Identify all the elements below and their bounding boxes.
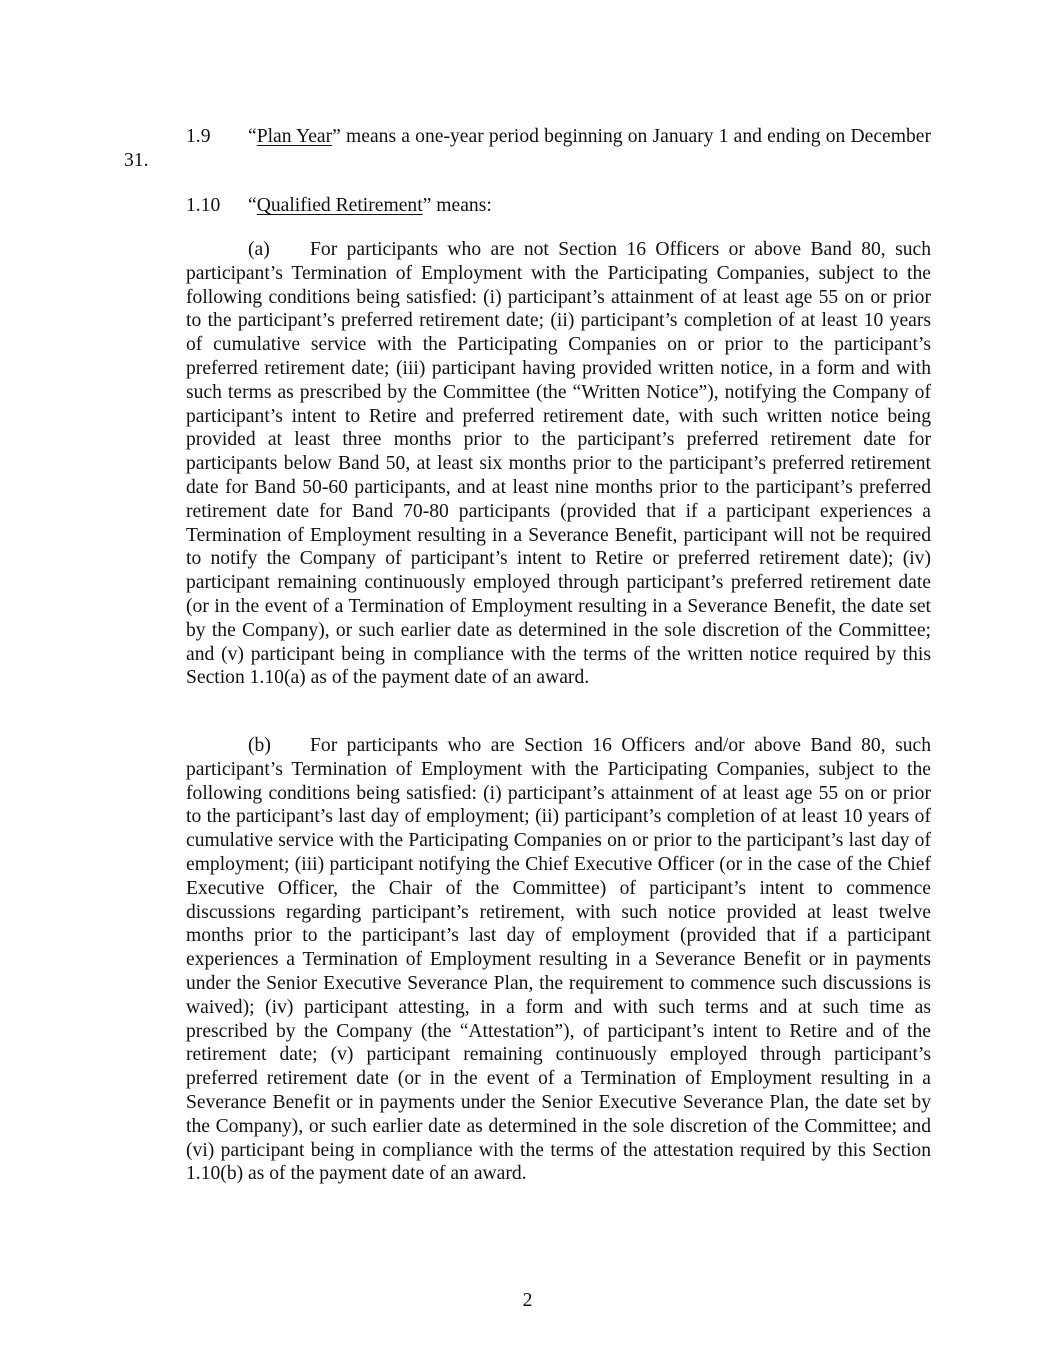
defined-term-plan-year: Plan Year bbox=[256, 126, 333, 147]
page-number: 2 bbox=[522, 1290, 533, 1311]
defined-term-qualified-retirement: Qualified Retirement bbox=[256, 195, 423, 216]
subsection-label: (b) bbox=[248, 735, 271, 756]
open-quote: “ bbox=[248, 195, 257, 216]
subsection-b bbox=[186, 734, 931, 1186]
section-text: means a one-year period beginning on January 1 and ending on December 31. bbox=[124, 126, 931, 171]
section-number: 1.9 bbox=[186, 126, 211, 147]
section-1-10 bbox=[124, 194, 931, 218]
section-number: 1.10 bbox=[186, 195, 221, 216]
section-1-9 bbox=[124, 125, 931, 173]
subsection-label: (a) bbox=[248, 239, 270, 260]
subsection-a bbox=[186, 238, 931, 690]
subsection-text: For participants who are Section 16 Officers and/or above Band 80, such participant’s Termination of Employment with the Participating Companies, subject to the following conditions being satisfied: (i) participant’s attainment of at least age 55 on or prior to the participant’s last day of employment; (ii) participant’s completion of at least 10 years of cumulative service with the Participating Companies on or prior to the participant’s last day of employment; (iii) participant notifying the Chief Executive Officer (or in the case of the Chief Executive Officer, the Chair of the Committee) of participant’s intent to commence discussions regarding participant’s retirement, with such notice provided at least twelve months prior to the participant’s last day of employment (provided that if a participant experiences a Termination of Employment resulting in a Severance Benefit or in payments under the Senior Executive Severance Plan, the requirement to commence such discussions is waived); (iv) participant attesting, in a form and with such terms and at such time as prescribed by the Company (the “Attestation”), of participant’s intent to Retire and of the retirement date; (v) participant remaining continuously employed through participant’s preferred retirement date (or in the event of a Termination of Employment resulting in a Severance Benefit or in payments under the Senior Executive Severance Plan, the date set by the Company), or such earlier date as determined in the sole discretion of the Committee; and (vi) participant being in compliance with the terms of the attestation required by this Section 1.10(b) as of the payment date of an award. bbox=[186, 735, 931, 1185]
subsection-text: For participants who are not Section 16 Officers or above Band 80, such participant’s Termination of Employment with the Participating Companies, subject to the following conditions being satisfied: (i) participant’s attainment of at least age 55 on or prior to the participant’s preferred retirement date; (ii) participant’s completion of at least 10 years of cumulative service with the Participating Companies on or prior to the participant’s preferred retirement date; (iii) participant having provided written notice, in a form and with such terms as prescribed by the Committee (the “Written Notice”), notifying the Company of participant’s intent to Retire and preferred retirement date, with such written notice being provided at least three months prior to the participant’s preferred retirement date for participants below Band 50, at least six months prior to the participant’s preferred retirement date for Band 50-60 participants, and at least nine months prior to the participant’s preferred retirement date for Band 70-80 participants (provided that if a participant experiences a Termination of Employment resulting in a Severance Benefit, participant will not be required to notify the Company of participant’s intent to Retire or preferred retirement date); (iv) participant remaining continuously employed through participant’s preferred retirement date (or in the event of a Termination of Employment resulting in a Severance Benefit, the date set by the Company), or such earlier date as determined in the sole discretion of the Committee; and (v) participant being in compliance with the terms of the written notice required by this Section 1.10(a) as of the payment date of an award. bbox=[186, 239, 931, 689]
close-quote: ” bbox=[332, 126, 341, 147]
close-quote: ” bbox=[422, 195, 432, 216]
open-quote: “ bbox=[248, 126, 257, 147]
section-text: means: bbox=[431, 195, 492, 216]
